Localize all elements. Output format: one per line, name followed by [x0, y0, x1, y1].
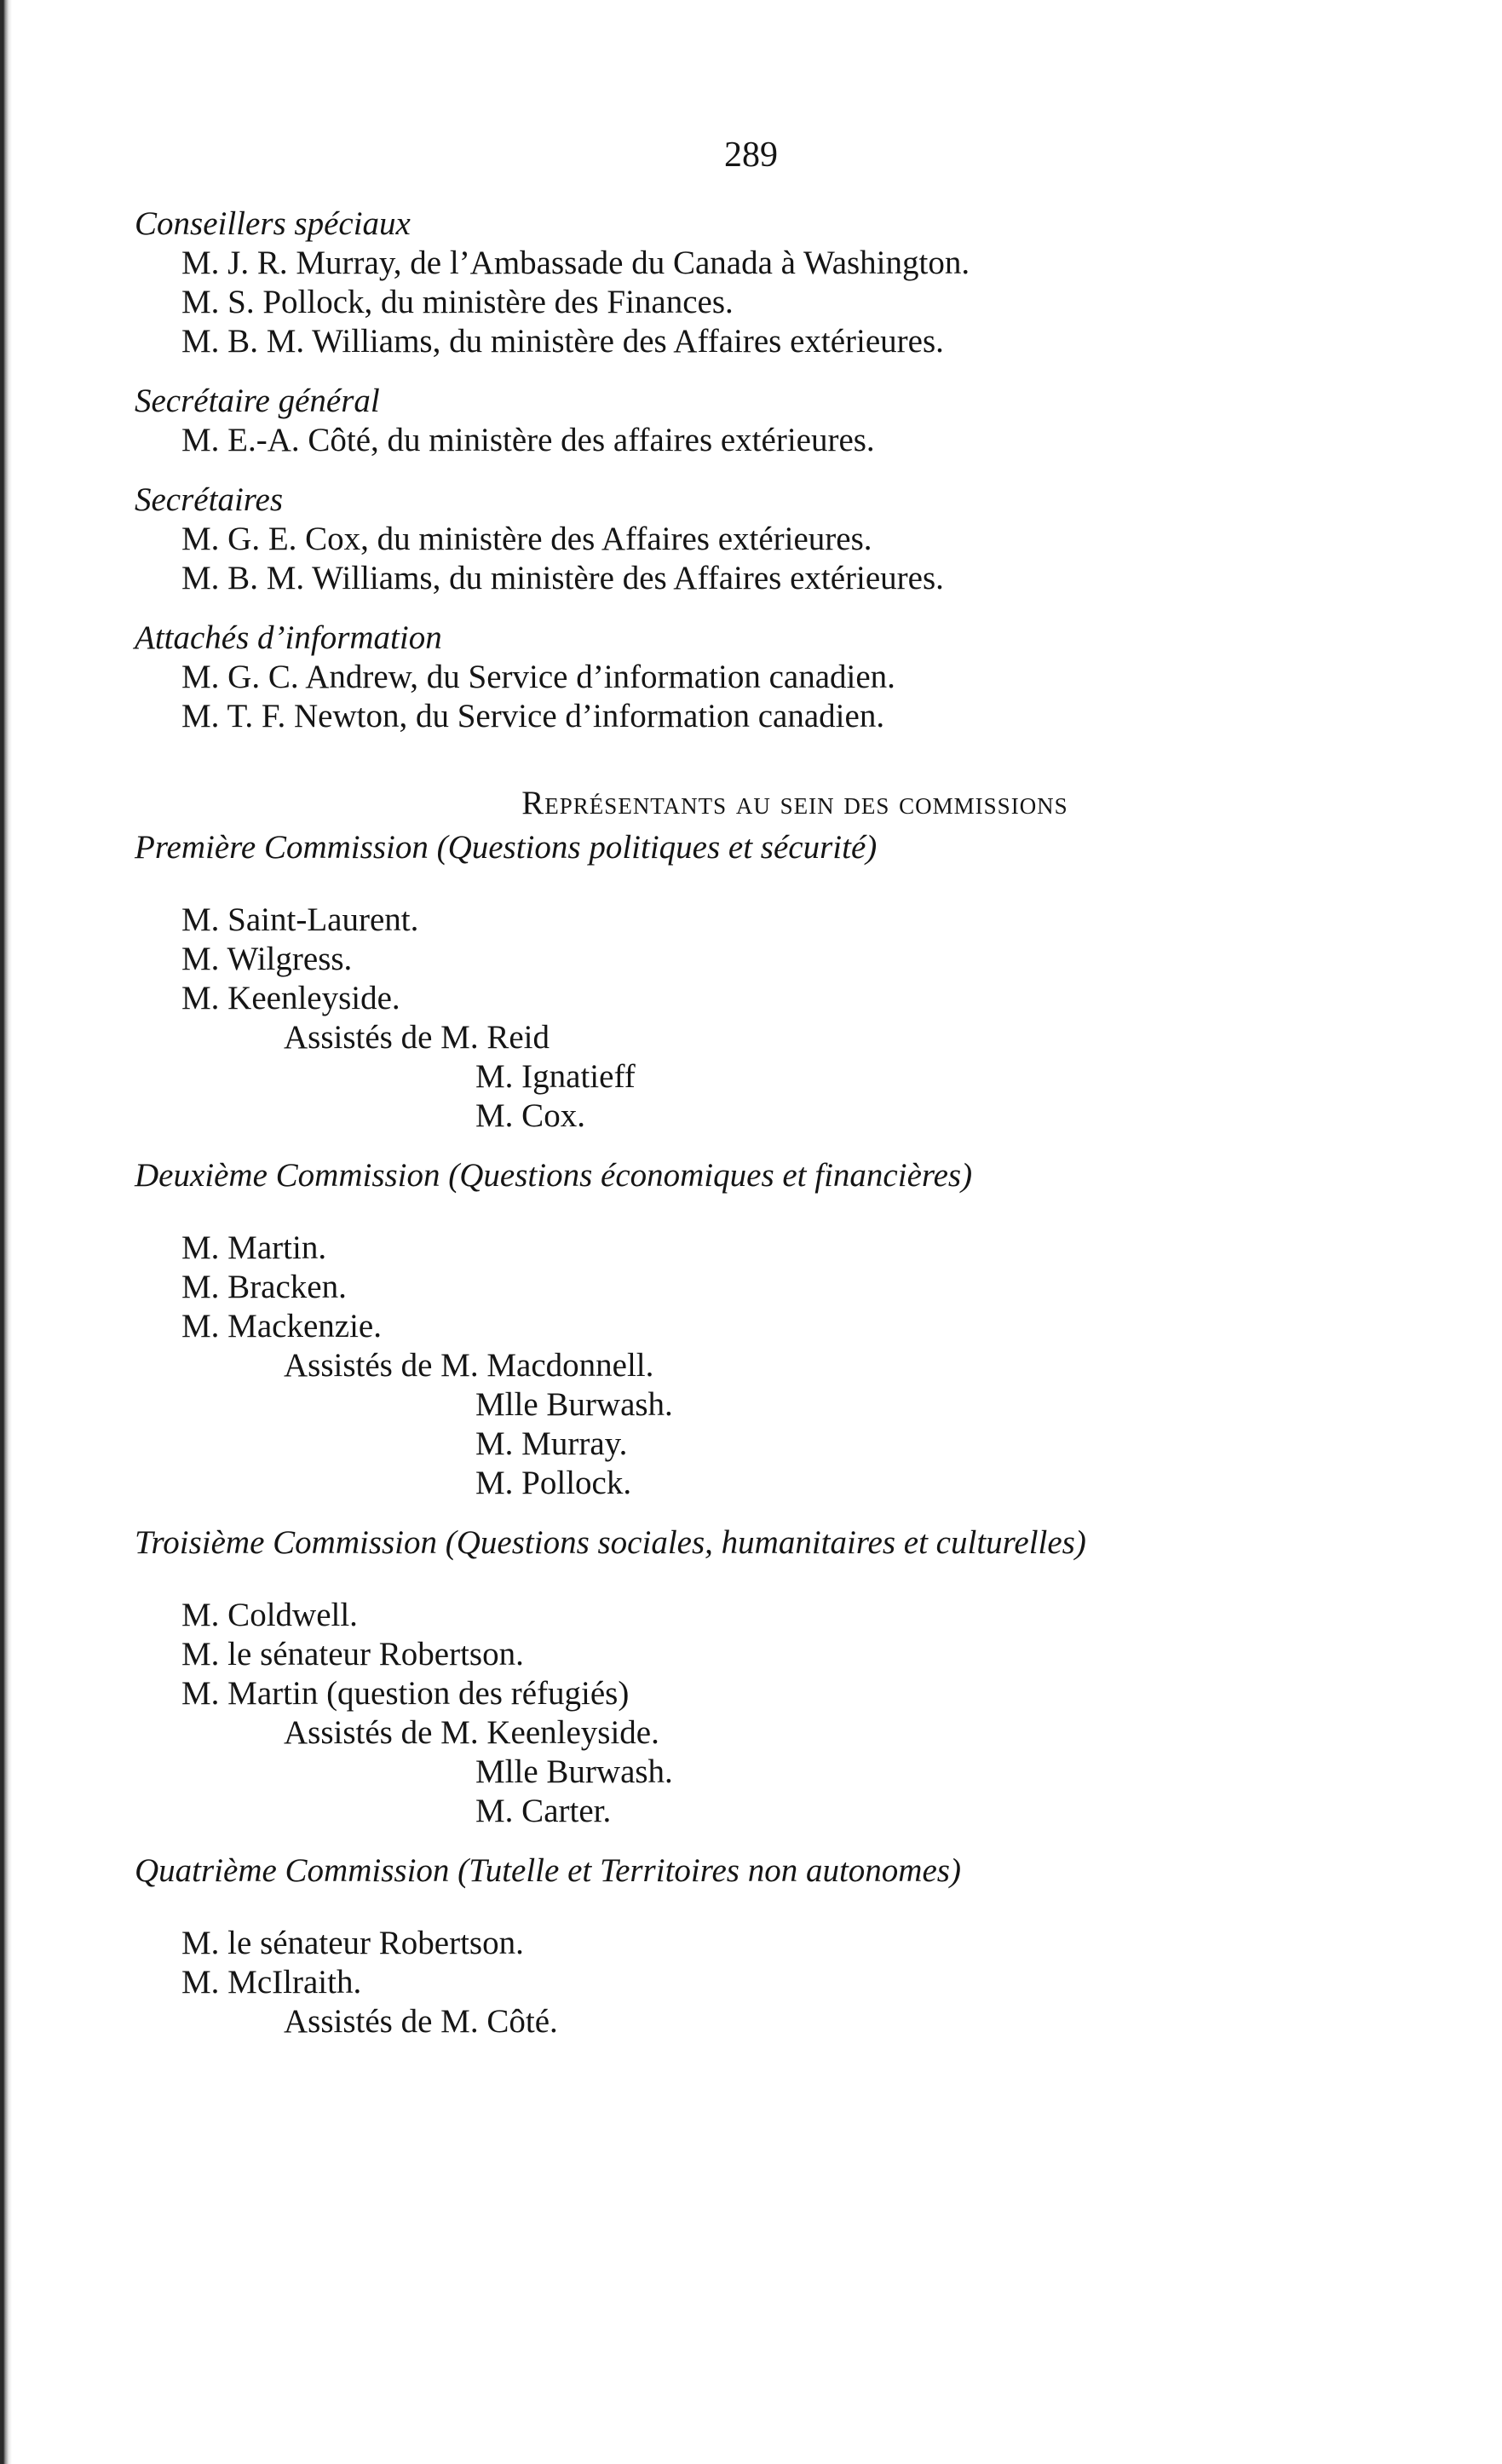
section-heading: Secrétaire général [135, 383, 380, 419]
representatives-title: Représentants au sein des commissions [521, 785, 1068, 821]
commission-3 [135, 1523, 1387, 1831]
list-item: M. G. C. Andrew, du Service d’information canadien. [181, 659, 895, 695]
document-body [135, 204, 1387, 2041]
assisted-line: Assistés de M. Macdonnell. [284, 1347, 654, 1384]
assisted-line: Assistés de M. Reid [284, 1019, 550, 1056]
assistant-line: M. Ignatieff [475, 1058, 636, 1095]
assisted-line: Assistés de M. Côté. [284, 2003, 558, 2040]
section-heading: Conseillers spéciaux [135, 205, 411, 242]
section-heading: Attachés d’information [135, 619, 442, 656]
member-line: M. Coldwell. [181, 1597, 358, 1633]
page-binding-edge [0, 0, 12, 2464]
list-item: M. J. R. Murray, de l’Ambassade du Canada à Washington. [181, 245, 970, 281]
list-item: M. E.-A. Côté, du ministère des affaires extérieures. [181, 422, 875, 458]
list-item: M. B. M. Williams, du ministère des Affaires extérieures. [181, 323, 944, 360]
member-line: M. Martin. [181, 1229, 327, 1266]
member-line: M. Bracken. [181, 1269, 347, 1305]
member-line: M. Wilgress. [181, 941, 353, 977]
assistant-line: M. Carter. [475, 1793, 612, 1829]
assistant-line: M. Cox. [475, 1097, 585, 1134]
commission-heading: Deuxième Commission (Questions économiques et financières) [135, 1157, 973, 1194]
section-secretaires [135, 481, 1387, 598]
commission-heading: Troisième Commission (Questions sociales, humanitaires et culturelles) [135, 1524, 1086, 1561]
section-attaches-information [135, 619, 1387, 736]
list-item: M. T. F. Newton, du Service d’information canadien. [181, 698, 885, 734]
section-conseillers-speciaux [135, 204, 1387, 361]
assistant-line: Mlle Burwash. [475, 1386, 673, 1423]
member-line: M. Mackenzie. [181, 1308, 382, 1344]
member-line: M. le sénateur Robertson. [181, 1636, 524, 1672]
assistant-line: M. Murray. [475, 1425, 628, 1462]
commission-2 [135, 1156, 1387, 1503]
member-line: M. McIlraith. [181, 1964, 362, 2001]
assisted-line: Assistés de M. Keenleyside. [284, 1714, 659, 1751]
section-heading: Secrétaires [135, 481, 283, 518]
member-line: M. le sénateur Robertson. [181, 1925, 524, 1961]
member-line: M. Keenleyside. [181, 980, 400, 1016]
section-secretaire-general [135, 382, 1387, 460]
page-number: 289 [724, 135, 778, 175]
list-item: M. G. E. Cox, du ministère des Affaires extérieures. [181, 521, 872, 557]
commission-1 [135, 828, 1387, 1136]
member-line: M. Martin (question des réfugiés) [181, 1675, 630, 1712]
assistant-line: Mlle Burwash. [475, 1753, 673, 1790]
member-line: M. Saint-Laurent. [181, 901, 419, 938]
list-item: M. S. Pollock, du ministère des Finances. [181, 284, 734, 320]
commission-heading: Première Commission (Questions politiques et sécurité) [135, 829, 878, 866]
commission-4 [135, 1851, 1387, 2041]
assistant-line: M. Pollock. [475, 1465, 632, 1501]
list-item: M. B. M. Williams, du ministère des Affaires extérieures. [181, 560, 944, 596]
commission-heading: Quatrième Commission (Tutelle et Territoires non autonomes) [135, 1852, 961, 1889]
